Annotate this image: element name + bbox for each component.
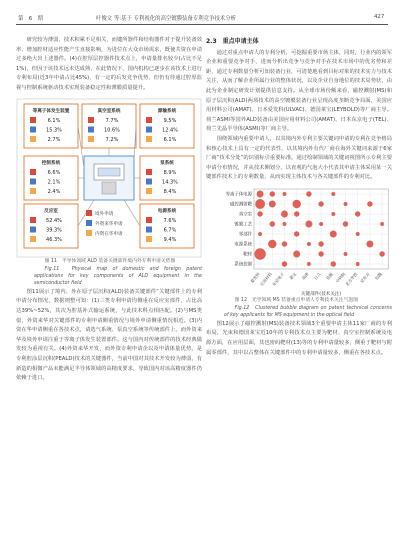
right-para-1: 通过对重点申请人的专利分析，可挖掘重要市场主体，同时，行业内的领军企业和重要竞争对手，进而分析出竞争与竞争对手在技术市场中的优劣势和差距，通过专利数量分析可知装备行业，可清楚地看到目标对象的技术实力与技术关注，从而了解企业所属行业的整体状况，以及企业自身地位的技术局势状，由此为企业制定研发计划提供信息支持。从全球市场份额来看，磁控溅射(MS)和原子层沉积(ALD)两项技术的高空镀膜装备行业呈现高度垄断竞争局面，美国应用材料公司(AMAT)、日本爱发科(ULVAC)、德国莱宝(LEYBOLD)等厂商主导。荷兰ASMI等国外ALD装备由美国应用材料公司(AMAT)、日本东京电子(TEL)、荷兰先晶半导体(ASMI)等厂商主导。: [206, 49, 392, 133]
col-label: 佳能: [325, 271, 335, 281]
component-box-ml: [24, 156, 78, 200]
series-swatch: [88, 136, 94, 142]
bubble: [282, 261, 287, 266]
bubble: [255, 199, 265, 209]
component-box-tr: [140, 104, 194, 148]
legend-label: 内资在华申请: [95, 231, 123, 237]
bubble: [283, 192, 287, 196]
share-value: 2.1%: [47, 179, 61, 186]
legend-swatch: [86, 210, 92, 216]
share-value: 9.4%: [163, 236, 177, 243]
bubble: [356, 262, 360, 266]
component-box-bl: [24, 204, 78, 248]
row-label: 系统控制: [234, 262, 252, 268]
pump-shape: [102, 182, 116, 194]
bubble: [270, 191, 275, 196]
component-title: 控制系统: [41, 160, 61, 166]
bubble: [269, 200, 276, 207]
component-title: 电源系统: [157, 208, 177, 214]
figure-11-caption-en: Fig.11 Physical map of domestic and foreign patent applications for key components of ALD equipment in the semiconductor field: [34, 266, 202, 287]
legend-label: 境外申请: [95, 211, 114, 217]
bubble: [355, 211, 360, 216]
col-label: 东京电子: [271, 271, 286, 287]
share-value: 15.3%: [46, 127, 62, 134]
share-value: 46.3%: [46, 236, 62, 243]
col-label: 中科院: [334, 271, 347, 284]
component-box-tl: [24, 104, 78, 148]
bubble: [318, 201, 323, 206]
figure-12-caption-cn: 图 12 光学领域 MS 装备重点申请人专利技术关注气泡图: [234, 297, 358, 303]
share-value: 2.4%: [47, 188, 61, 195]
bubble: [283, 222, 287, 226]
share-value: 12.4%: [162, 127, 178, 134]
col-label: 日立: [312, 271, 322, 281]
page-header: [0, 0, 404, 26]
share-value: 6.1%: [47, 117, 61, 124]
bubble: [270, 221, 275, 226]
col-label: 京东方: [359, 271, 371, 284]
series-swatch: [88, 117, 94, 123]
bubble: [319, 222, 323, 226]
bubble: [380, 222, 384, 226]
bubble: [330, 230, 337, 237]
share-value: 6.7%: [163, 227, 177, 234]
bubble: [257, 211, 262, 216]
bubble: [366, 240, 373, 247]
bubble: [356, 232, 360, 236]
component-box-br: [140, 204, 194, 248]
col-label: 信越: [373, 271, 383, 281]
bubble: [282, 241, 287, 246]
component-box-mr: [140, 156, 194, 200]
component-title: 真空室系统: [97, 108, 121, 114]
bubble: [258, 232, 262, 236]
left-para-1: 研究较为薄弱，技术积累不足相关，而键所器件和结构器件对于提升装备效率、增加腔材适应性能产生直接影响，为进位在大众市场需求，既使共资在申请过多绝大出上述器件。(4)在腔厚层控器件技术点上，申请量排名较少(占比不足1%)，但因于该技术远未达成熟，在此情况下，国内机构已逐步在该技术上进行专利布局(近3年申请占比45%)，有一定的后发竞争优势，但仍有待通过腔厚监视与控制系统驱动技术实现装备稳定性和薄膜质量提升。: [16, 37, 202, 91]
share-value: 7.2%: [105, 136, 119, 143]
col-label: 应用材料: [258, 271, 274, 287]
series-swatch: [146, 226, 152, 232]
share-value: 9.5%: [163, 117, 177, 124]
series-swatch: [146, 136, 152, 142]
legend-swatch: [86, 230, 92, 236]
row-label: 磁控溅射靶: [230, 202, 252, 208]
running-title: 叶俊文 等:基于 专利视化的高空镀膜装备专利竞争技术分析: [96, 16, 237, 22]
series-swatch: [146, 217, 152, 223]
bubble: [331, 192, 335, 196]
component-title: 泵系统: [160, 160, 174, 166]
figure-12-caption-en: Fig.12 Clustered bubble diagram on patent technical concerns of key applicants for MS equipment in the optical field: [224, 305, 392, 319]
right-column: [206, 36, 392, 358]
share-value: 14.3%: [162, 179, 178, 186]
series-swatch: [30, 188, 36, 194]
bubble: [257, 190, 264, 197]
issue-label: 第 6 期: [18, 16, 43, 22]
bubble: [294, 211, 299, 216]
left-column: [16, 36, 202, 384]
series-swatch: [88, 126, 94, 132]
bubble: [254, 248, 265, 259]
row-label: 零部件: [238, 232, 252, 238]
series-swatch: [30, 236, 36, 242]
figure-12-bubble-chart: [206, 185, 392, 297]
share-value: 2.7%: [47, 136, 61, 143]
series-swatch: [146, 126, 152, 132]
bubble: [318, 251, 323, 256]
page-number: 427: [374, 14, 385, 20]
series-swatch: [30, 169, 36, 175]
col-label: 北方华创: [344, 271, 359, 287]
series-swatch: [30, 136, 36, 142]
share-value: 7.7%: [105, 117, 119, 124]
component-title: 源输系统: [157, 108, 177, 114]
share-value: 52.4%: [46, 217, 62, 224]
row-label: 电源系统: [234, 242, 252, 248]
component-title: 反应室: [44, 208, 58, 214]
share-value: 8.9%: [163, 169, 177, 176]
figure-11-diagram: [16, 98, 202, 258]
component-box-tm: [82, 104, 136, 148]
equipment-center: [84, 156, 134, 200]
legend-swatch: [86, 220, 92, 226]
row-label: 真空室: [238, 212, 252, 218]
bubble: [306, 191, 311, 196]
right-para-3: 图12展示了磁控溅射(MS)装备技术领域3个重要申请主体11家厂商的专利布局，光束和德国莱宝近10年的专利技术点主要为靶材、真空室控制系统及电源方面，在应用层面，其也密码靶材(13)等的专利申请量较多，侧重于靶材与附属零部件，其中以占整体在关键部件中的专利申请量较多，侧重在各技术点。: [206, 320, 392, 356]
bubble: [331, 261, 336, 266]
series-swatch: [146, 169, 152, 175]
series-swatch: [30, 178, 36, 184]
bubble: [344, 252, 348, 256]
share-value: 39.3%: [46, 227, 62, 234]
bubble: [367, 201, 372, 206]
col-label: 岛津: [300, 271, 310, 281]
figure-11: [16, 98, 202, 258]
component-title: 等离子体发生装置: [32, 108, 70, 114]
row-label: 等离子体电源: [225, 192, 252, 198]
row-label: 靶材: [243, 252, 252, 258]
bubble: [379, 251, 384, 256]
bubble: [293, 250, 300, 257]
bubble: [305, 220, 312, 227]
x-axis-title: 关键部件(技术关注): [300, 291, 342, 297]
series-swatch: [146, 178, 152, 184]
bubble: [343, 221, 348, 226]
series-swatch: [146, 188, 152, 194]
share-value: 6.1%: [163, 136, 177, 143]
bubble: [293, 200, 301, 208]
header-rule: [16, 24, 388, 25]
figure-12: [206, 185, 392, 297]
col-label: 爱发科: [249, 271, 261, 284]
share-value: 8.4%: [163, 188, 177, 195]
row-label: 镀膜工艺: [234, 222, 252, 228]
series-swatch: [30, 226, 36, 232]
left-para-2: 图11展示了境内、外在原子层沉积(ALD)装备关键部件“关键部件上的专利申请分布情况，数据则整可知：(1)三类专利申请均侧重在反应室部件，占比高达39%~52%，其次为腔基补式输运系统，与此技术科点相匹配。(2)与MS类似，外资来华对关键部件的专利申请侧重情况与境外申请侧重情况相近。(3)内资在华申请侧重在各技术点，请选气系统、泵真空系统等传统部件上，而外资来华及境外申请注重于等离子体发生装置部件。这与国内对传统部件的技术经典做发较为重视有关。(4)外资来华开发，而外资专利申请企以及申请体量优势，是专利腔涂层沉积(PEALD)技术的关键器件，当前中国对其技术开发较为薄弱，有新造的相微产品未能满足半导体领域的高精度要求，导致国内对该高精度器件仍依赖于进口。: [16, 288, 202, 382]
bubble: [268, 240, 276, 248]
bubble: [281, 210, 288, 217]
series-swatch: [30, 217, 36, 223]
wafer-shape: [98, 168, 120, 176]
share-value: 6.6%: [47, 169, 61, 176]
col-label: 莱宝: [288, 271, 298, 281]
share-value: 7.6%: [163, 217, 177, 224]
section-heading: 2.3 重点申请主体: [206, 38, 259, 45]
series-swatch: [30, 126, 36, 132]
bubble: [318, 241, 323, 246]
bubble: [307, 262, 311, 266]
share-value: 10.6%: [104, 127, 120, 134]
legend-label: 外资来华申请: [95, 221, 123, 227]
series-swatch: [146, 236, 152, 242]
figure-11-caption-cn: 图 11 半导体领域 ALD 装备关键部件境内外专利申请关势图: [44, 258, 176, 264]
right-para-2: 围绕领域内重要申请人，以其境内外专利主要关键词申请的专利在竞争格局和核心技术上具有一定的代表性，以其境内外有代厂商在海外关键词来源于6家厂商“技术分处”的识别标引重要标准。通过绘制领域的关键词视图所示专利主要申请分布情况，并从技术侧划分，以直观的气泡大小代表其申请主体采用某一关键部件技术上的专利数量，从而实现主体技术与各关键部件的专利对比。: [206, 135, 392, 181]
series-swatch: [146, 117, 152, 123]
bubble: [331, 212, 335, 216]
bubble: [344, 202, 348, 206]
series-swatch: [30, 117, 36, 123]
bubble: [307, 242, 311, 246]
bubble: [294, 231, 299, 236]
